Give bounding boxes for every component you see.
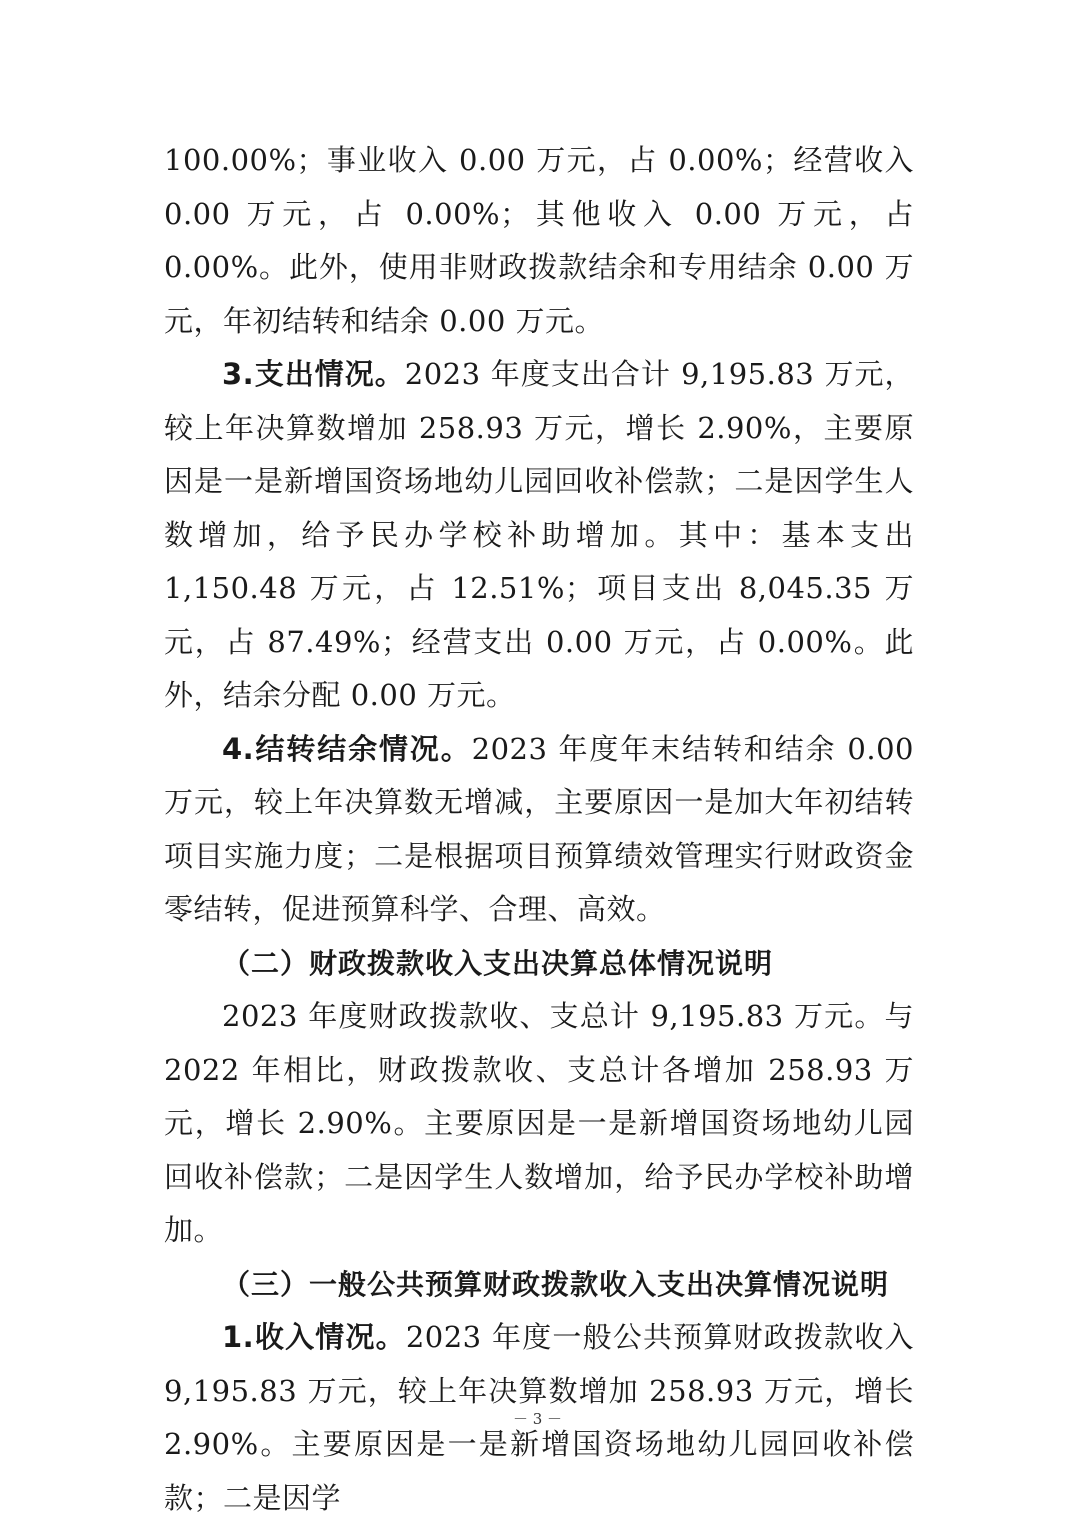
paragraph-expenditure <box>164 348 914 723</box>
paragraph-income-breakdown: 100.00%；事业收入 0.00 万元，占 0.00%；经营收入 0.00 万元，占 0.00%；其他收入 0.00 万元，占 0.00%。此外，使用非财政拨款结余和专用结余 0.00 万元，年初结转和结余 0.00 万元。 <box>164 143 914 338</box>
section-heading-general-budget: （三）一般公共预算财政拨款收入支出决算情况说明 <box>222 1267 890 1301</box>
section-heading-fiscal-appropriation: （二）财政拨款收入支出决算总体情况说明 <box>222 946 774 980</box>
paragraph-lead-income: 1.收入情况。 <box>222 1320 406 1354</box>
paragraph-carryover <box>164 723 914 937</box>
page-number: － 3 － <box>512 1410 563 1428</box>
paragraph-body-carryover: 2023 年度年末结转和结余 0.00 万元，较上年决算数无增减，主要原因一是加大年初结转项目实施力度；二是根据项目预算绩效管理实行财政资金零结转，促进预算科学、合理、高效。 <box>164 731 914 926</box>
paragraph-body-income: 2023 年度一般公共预算财政拨款收入 9,195.83 万元，较上年决算数增加 258.93 万元，增长 2.90%。主要原因是一是新增国资场地幼儿园回收补偿款；二是因学 <box>164 1320 914 1515</box>
document-body <box>164 134 914 1525</box>
paragraph-lead-expenditure: 3.支出情况。 <box>222 357 405 391</box>
paragraph-fiscal-appropriation-total: 2023 年度财政拨款收、支总计 9,195.83 万元。与 2022 年相比，财政拨款收、支总计各增加 258.93 万元，增长 2.90%。主要原因是一是新增国资场地幼儿园回收补偿款；二是因学生人数增加，给予民办学校补助增加。 <box>164 999 914 1247</box>
paragraph-body-expenditure: 2023 年度支出合计 9,195.83 万元，较上年决算数增加 258.93 万元，增长 2.90%，主要原因是一是新增国资场地幼儿园回收补偿款；二是因学生人数增加，给予民办学校补助增加。其中：基本支出 1,150.48 万元，占 12.51%；项目支出 8,045.35 万元，占 87.49%；经营支出 0.00 万元，占 0.00%。此外，结余分配 0.00 万元。 <box>164 357 914 712</box>
paragraph-lead-carryover: 4.结转结余情况。 <box>222 731 472 766</box>
